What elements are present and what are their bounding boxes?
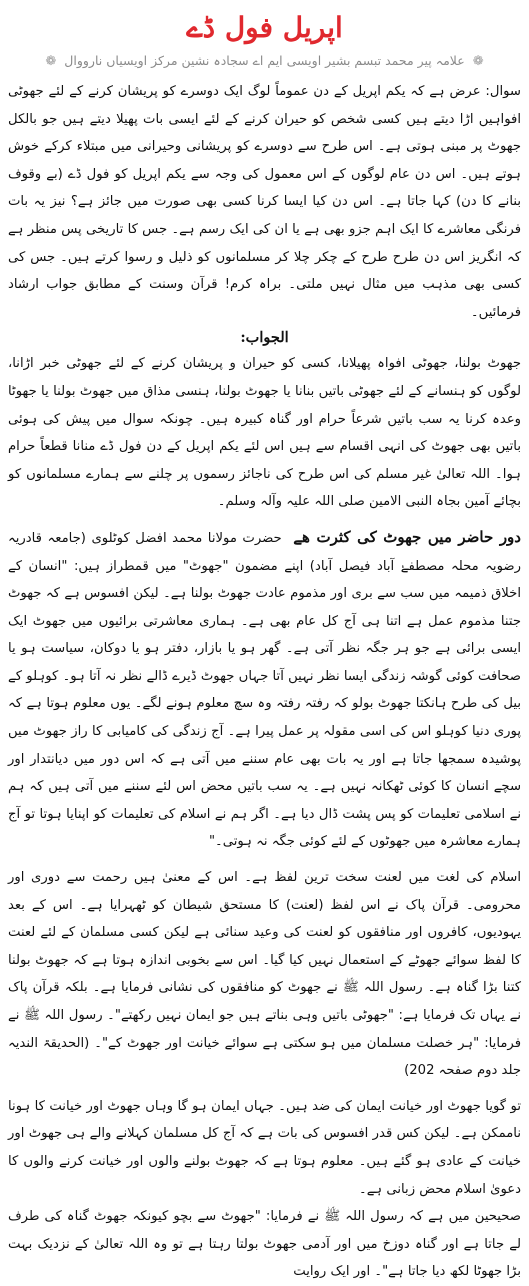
section2-text: "انسان کے اخلاق ذمیمہ میں سب سے بری اور مذموم عادت جھوٹ بولنا ہے۔ لیکن افسوس ہے کہ جھوٹ جتنا مذموم عمل ہے اتنا ہی آج کل عام بھی ہے۔ ہماری معاشرتی برائیوں میں جھوٹ ایک ایسی برائی ہے جو ہر جگہ نظر آتی ہے۔ گھر ہو یا بازار، دفتر ہو یا دوکان، سیاست ہو یا صحافت کوئی گوشہ زندگی ایسا نظر نہیں آتا جہاں جھوٹ ڈیرے ڈالے نظر نہ آتا ہو۔ کوہلو کے بیل کی طرح ہانکتا جھوٹ بولو کہ رفتہ رفتہ وہ سچ معلوم ہونے لگے۔ یوں معلوم ہوتا ہے کہ پوری دنیا کوہلو اس کی اسی مقولہ پر عمل پیرا ہے۔ آج زندگی کی کامیابی کا راز جھوٹ میں پوشیدہ سمجھا جاتا ہے اور یہ بات بھی عام سننے میں آتی ہے کہ اس دور میں دیانتدار اور سچے انسان کا کوئی ٹھکانہ نہیں ہے۔ یہ سب باتیں محض اس لئے سننے میں آتی ہیں کہ ہم نے اسلامی تعلیمات کو پس پشت ڈال دیا ہے۔ اگر ہم نے اسلام کی تعلیمات کو اپنایا ہوتا تو آج ہمارے معاشرہ میں جھوٹوں کے لئے کوئی جگہ نہ ہوتی۔" (8, 558, 521, 850)
question-section (8, 78, 521, 326)
ornament-left-icon: ❁ (45, 54, 57, 69)
section2-paragraph (8, 524, 521, 856)
article-title: اپریل فول ڈے (186, 11, 343, 44)
spacer (8, 1085, 521, 1093)
answer-section (8, 350, 521, 516)
answer-heading: الجواب: (240, 329, 289, 347)
article-page (0, 6, 529, 1280)
spacer (8, 856, 521, 864)
byline-text: علامہ پیر محمد تبسم بشیر اویسی ایم اے سجادہ نشین مرکز اویسیاں نارووال (64, 53, 465, 68)
section-curse (8, 864, 521, 1085)
answer-text: جھوٹ بولنا، جھوٹی افواہ پھیلانا، کسی کو حیران و پریشان کرنے کے لئے جھوٹی خبر اڑانا، لوگوں کو ہنسانے کے لئے جھوٹی باتیں بنانا یا جھوٹ بولنا، ہنسی مذاق میں جھوٹ بولنا یا جھوٹا وعدہ کرنا یہ سب باتیں شرعاً حرام اور گناہ کبیرہ ہیں۔ چونکہ سوال میں پیش کی ہوئی باتیں بھی جھوٹ کی انہی اقسام سے ہیں اس لئے یکم اپریل کے دن فول ڈے منانا قطعاً حرام ہوا۔ اللہ تعالیٰ غیر مسلم کی اس طرح کی ناجائز رسموں پر چلنے سے ہمارے مسلمانوں کو بچائے آمین بجاہ النبی الامین صلی اللہ علیہ وآلہ وسلم۔ (8, 356, 521, 510)
article-byline (8, 50, 521, 72)
section3-text: اسلام کی لغت میں لعنت سخت ترین لفظ ہے۔ اس کے معنیٰ ہیں رحمت سے دوری اور محرومی۔ قرآن پاک نے اس لفظ (لعنت) کا مستحق شیطان کو ٹھہرایا ہے۔ اس کے بعد یہودیوں، کافروں اور منافقوں کو لعنت کی وعید سنائی ہے لیکن کسی مسلمان کے لئے لعنت کا لفظ سوائے جھوٹے کے استعمال نہیں کیا گیا۔ اس سے بخوبی اندازہ ہوتا ہے کہ جھوٹ بولنا کتنا بڑا گناہ ہے۔ رسول اللہ ﷺ نے جھوٹ کو منافقوں کی نشانی فرمایا ہے۔ بلکہ قرآن پاک نے یہاں تک فرمایا ہے: "جھوٹی باتیں وہی بناتے ہیں جو ایمان نہیں رکھتے"۔ رسول اللہ ﷺ نے فرمایا: "ہر خصلت مسلمان میں ہو سکتی ہے سوائے خیانت اور جھوٹ کے"۔ (الحدیقۃ الندیہ جلد دوم صفحہ 202) (8, 870, 521, 1079)
section-faith (8, 1093, 521, 1203)
section-lying-prevalence (8, 524, 521, 856)
spacer (8, 516, 521, 524)
section2-attribution: حضرت مولانا محمد افضل کوٹلوی (جامعہ قادریہ رضویہ محلہ مصطفےٰ آباد فیصل آباد) اپنے مضمون "جھوٹ" میں قمطراز ہیں: (8, 530, 521, 574)
section5-text: صحیحین میں ہے کہ رسول اللہ ﷺ نے فرمایا: "جھوٹ سے بچو کیونکہ جھوٹ گناہ کی طرف لے جاتا ہے اور گناہ دوزخ میں اور آدمی جھوٹ بولتا رہتا ہے تو وہ اللہ تعالیٰ کے نزدیک بہت بڑا جھوٹا لکھ دیا جاتا ہے"۔ اور ایک روایت (8, 1209, 521, 1280)
section-hadith (8, 1203, 521, 1286)
ornament-right-icon: ❁ (472, 54, 484, 69)
question-paragraph (8, 78, 521, 326)
section4-text: تو گویا جھوٹ اور خیانت ایمان کی ضد ہیں۔ جہاں ایمان ہو گا وہاں جھوٹ اور خیانت کا ہونا ناممکن ہے۔ لیکن کس قدر افسوس کی بات ہے کہ آج کل مسلمان کہلانے والے ہی جھوٹ اور خیانت کے عادی ہو گئے ہیں۔ معلوم ہوتا ہے کہ جھوٹ بولنے والوں اور خیانت کرنے والوں کا دعویٰ اسلام محض زبانی ہے۔ (8, 1098, 521, 1197)
section2-heading: دور حاضر میں جھوٹ کی کثرت ھے (293, 527, 521, 546)
question-text: عرض ہے کہ یکم اپریل کے دن عموماً لوگ ایک دوسرے کو پریشان کرنے کے لئے جھوٹی افواہیں اڑا دیتے ہیں کسی شخص کو حیران کرنے کے لئے ایسی بات پھیلا دیتے ہیں جو بالکل جھوٹ پر مبنی ہوتی ہے۔ اس طرح سے دوسرے کو پریشانی وحیرانی میں مبتلاء کرکے خوش ہوتے ہیں۔ اس دن عام لوگوں کے اس معمول کی وجہ سے یکم اپریل کو فول ڈے (بے وقوف بنانے کا دن) کہا جاتا ہے۔ اس دن کیا ایسا کرنا کسی بھی صورت میں جائز ہے؟ نیز یہ بات فرنگی معاشرے کا ایک اہم جزو بھی ہے یا ان کی ایک رسم ہے۔ جس کا تاریخی پس منظر ہے کہ انگریز اس دن طرح طرح کے چکر چلا کر مسلمانوں کو ذلیل و رسوا کرتے ہیں۔ جس کی کسی بھی مذہب میں مثال نہیں ملتی۔ براہ کرم! قرآن وسنت کے مطابق جواب ارشاد فرمائیں۔ (8, 84, 521, 320)
question-label: سوال: (485, 84, 521, 99)
